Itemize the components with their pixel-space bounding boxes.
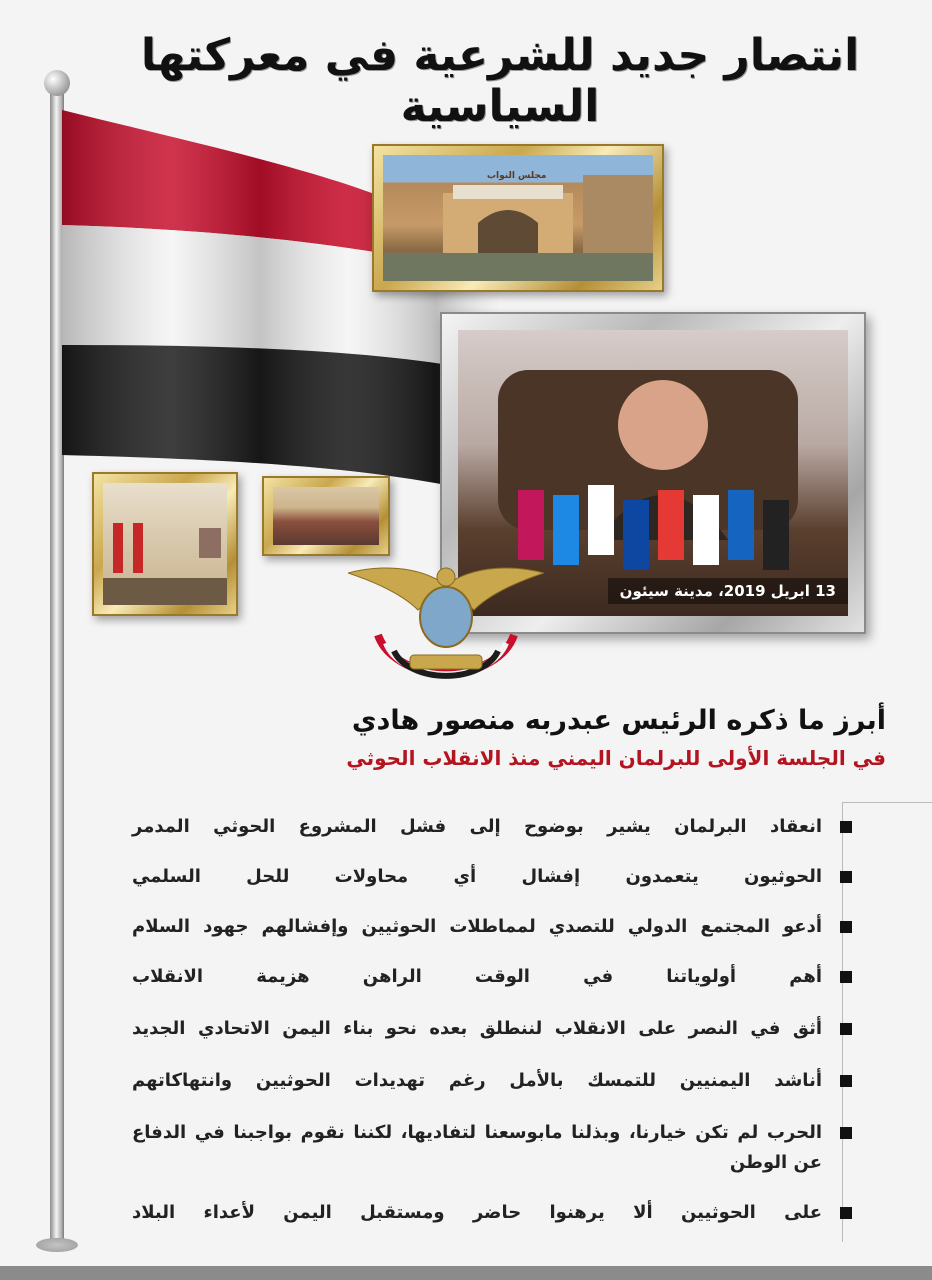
bullet-square-icon: [840, 821, 852, 833]
building-sign-label: مجلس النواب: [487, 171, 547, 181]
list-item: أثق في النصر على الانقلاب لننطلق بعده نحو بناء اليمن الاتحادي الجديد: [132, 1014, 852, 1044]
bullet-square-icon: [840, 921, 852, 933]
hall-photo-frame: [262, 476, 390, 556]
parliament-building-photo-frame: [372, 144, 664, 292]
hall-photo: [273, 487, 379, 545]
president-photo-caption: 13 ابريل 2019، مدينة سيئون: [608, 578, 848, 604]
meeting-photo-frame: [92, 472, 238, 616]
subheading-sub: في الجلسة الأولى للبرلمان اليمني منذ الانقلاب الحوثي: [346, 746, 886, 770]
headline: انتصار جديد للشرعية في معركتها السياسية: [140, 30, 860, 132]
list-item: الحرب لم تكن خيارنا، وبذلنا مابوسعنا لتفاديها، لكننا نقوم بواجبنا في الدفاع عن الوطن: [132, 1118, 852, 1178]
list-item: أناشد اليمنيين للتمسك بالأمل رغم تهديدات الحوثيين وانتهاكاتهم: [132, 1066, 852, 1096]
bullet-square-icon: [840, 971, 852, 983]
parliament-building-photo: [383, 155, 653, 281]
bullet-square-icon: [840, 871, 852, 883]
meeting-photo: [103, 483, 227, 605]
flag-pole-cap: [44, 70, 70, 96]
list-item: الحوثيون يتعمدون إفشال أي محاولات للحل السلمي: [132, 862, 852, 892]
bullet-square-icon: [840, 1207, 852, 1219]
subheading-main: أبرز ما ذكره الرئيس عبدربه منصور هادي: [351, 705, 886, 736]
flag-pole-base: [36, 1238, 78, 1252]
bullet-square-icon: [840, 1023, 852, 1035]
bottom-bar: [0, 1266, 932, 1280]
list-item: أدعو المجتمع الدولي للتصدي لمماطلات الحوثيين وإفشالهم جهود السلام: [132, 912, 852, 942]
list-item: انعقاد البرلمان يشير بوضوح إلى فشل المشروع الحوثي المدمر: [132, 812, 852, 842]
list-bracket-decoration: [842, 802, 932, 1242]
list-item: أهم أولوياتنا في الوقت الراهن هزيمة الانقلاب: [132, 962, 852, 992]
list-item: على الحوثيين ألا يرهنوا حاضر ومستقبل اليمن لأعداء البلاد: [132, 1198, 852, 1228]
bullet-square-icon: [840, 1075, 852, 1087]
eagle-emblem-icon: [348, 555, 544, 680]
bullet-square-icon: [840, 1127, 852, 1139]
